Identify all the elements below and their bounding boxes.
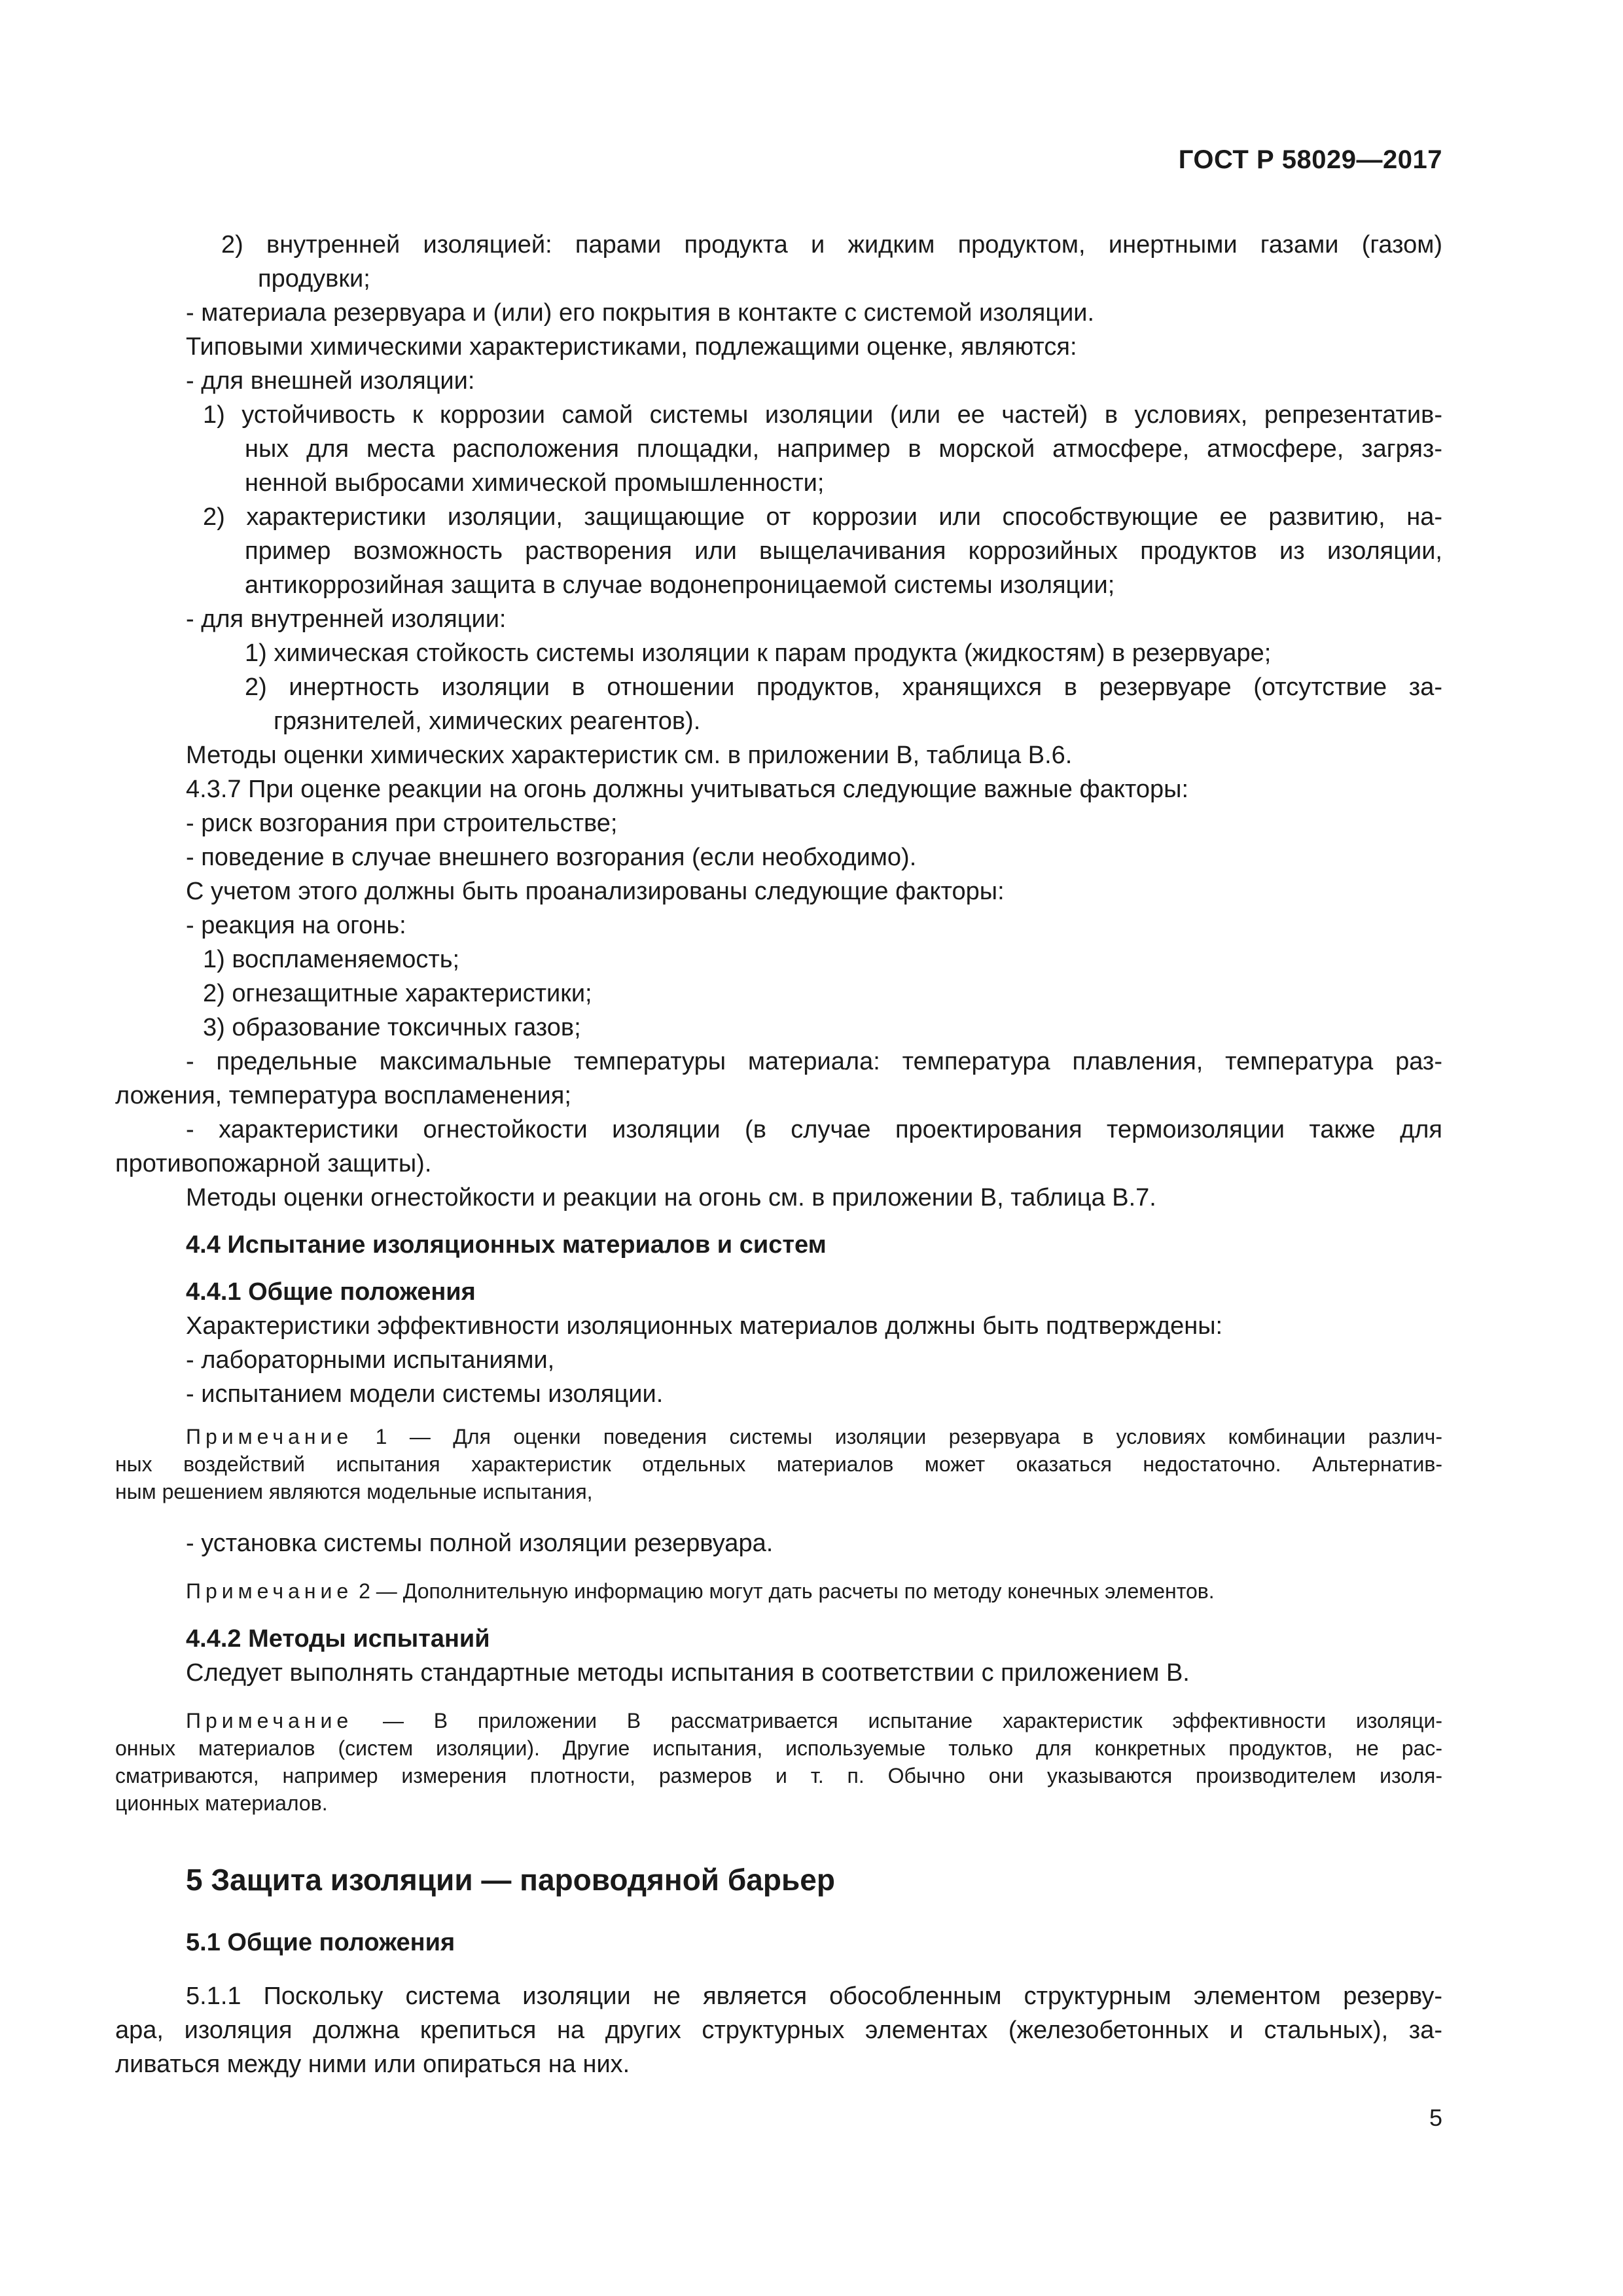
section-heading-4-4: 4.4 Испытание изоляционных материалов и систем	[186, 1231, 827, 1259]
text-line: 3) образование токсичных газов;	[203, 1014, 581, 1041]
text-line: ных для места расположения площадки, например в морской атмосфере, атмосфере, загряз-	[245, 435, 1442, 463]
section-heading-4-4-1: 4.4.1 Общие положения	[186, 1278, 476, 1306]
text-line: 2) характеристики изоляции, защищающие от коррозии или способствующие ее развитию, на-	[203, 503, 1442, 531]
text-line: антикоррозийная защита в случае водонепроницаемой системы изоляции;	[245, 571, 1115, 599]
note-line: ционных материалов.	[115, 1791, 328, 1815]
note-line: Примечание 1 — Для оценки поведения системы изоляции резервуара в условиях комбинации различ-	[186, 1425, 1443, 1448]
note-line: онных материалов (систем изоляции). Другие испытания, используемые только для конкретных продуктов, не рас-	[115, 1736, 1442, 1760]
text-line: 2) инертность изоляции в отношении продуктов, хранящихся в резервуаре (отсутствие за-	[245, 673, 1442, 701]
document-code: ГОСТ Р 58029—2017	[1178, 145, 1442, 174]
text-line: Характеристики эффективности изоляционных материалов должны быть подтверждены:	[186, 1312, 1223, 1340]
text-line: противопожарной защиты).	[115, 1150, 432, 1177]
text-line: пример возможность растворения или выщелачивания коррозийных продуктов из изоляции,	[245, 537, 1442, 565]
text-line: Типовыми химическими характеристиками, подлежащими оценке, являются:	[186, 333, 1077, 361]
text-line: - для внутренней изоляции:	[186, 605, 507, 633]
note-line: ным решением являются модельные испытания,	[115, 1480, 593, 1503]
text-line: - риск возгорания при строительстве;	[186, 810, 618, 837]
section-heading-5-1: 5.1 Общие положения	[186, 1929, 455, 1956]
text-line: ара, изоляция должна крепиться на других структурных элементах (железобетонных и стальных), за-	[115, 2017, 1442, 2044]
text-line: ливаться между ними или опираться на них.	[115, 2051, 630, 2078]
text-line: - предельные максимальные температуры материала: температура плавления, температура раз-	[186, 1048, 1442, 1075]
note-line: ных воздействий испытания характеристик отдельных материалов может оказаться недостаточно. Альтернатив-	[115, 1452, 1442, 1476]
page-number: 5	[1429, 2104, 1442, 2131]
text-line: Следует выполнять стандартные методы испытания в соответствии с приложением В.	[186, 1659, 1190, 1687]
text-line: - испытанием модели системы изоляции.	[186, 1380, 664, 1408]
note-label: Примечание	[186, 1579, 353, 1603]
text-line: 5.1.1 Поскольку система изоляции не является обособленным структурным элементом резерву-	[186, 1982, 1442, 2010]
text-line: 2) огнезащитные характеристики;	[203, 980, 592, 1007]
text-line: Методы оценки химических характеристик см. в приложении В, таблица В.6.	[186, 742, 1073, 769]
text-line: - реакция на огонь:	[186, 912, 406, 939]
section-heading-5: 5 Защита изоляции — пароводяной барьер	[186, 1863, 835, 1897]
text-line: - установка системы полной изоляции резервуара.	[186, 1530, 774, 1557]
note-line: сматриваются, например измерения плотности, размеров и т. п. Обычно они указываются производителем изоля-	[115, 1764, 1442, 1787]
text-line: ложения, температура воспламенения;	[115, 1082, 571, 1109]
text-line: Методы оценки огнестойкости и реакции на огонь см. в приложении В, таблица В.7.	[186, 1184, 1156, 1211]
note-line: Примечание — В приложении В рассматривается испытание характеристик эффективности изоляци-	[186, 1709, 1443, 1732]
note-label: Примечание	[186, 1425, 353, 1448]
text-line: грязнителей, химических реагентов).	[274, 708, 701, 735]
note-line: Примечание 2 — Дополнительную информацию могут дать расчеты по методу конечных элементов.	[186, 1579, 1215, 1603]
text-line: С учетом этого должны быть проанализированы следующие факторы:	[186, 878, 1005, 905]
text-line: 2) внутренней изоляцией: парами продукта и жидким продуктом, инертными газами (газом)	[221, 231, 1442, 259]
text-line: - характеристики огнестойкости изоляции (в случае проектирования термоизоляции также для	[186, 1116, 1442, 1143]
text-line: - лабораторными испытаниями,	[186, 1346, 555, 1374]
text-line: - для внешней изоляции:	[186, 367, 475, 395]
text-line: ненной выбросами химической промышленности;	[245, 469, 825, 497]
text-line: 1) химическая стойкость системы изоляции к парам продукта (жидкостям) в резервуаре;	[245, 639, 1272, 667]
text-line: - материала резервуара и (или) его покрытия в контакте с системой изоляции.	[186, 299, 1095, 327]
text-line: 1) устойчивость к коррозии самой системы изоляции (или ее частей) в условиях, репрезентатив-	[203, 401, 1442, 429]
note-label: Примечание	[186, 1709, 353, 1732]
text-line: - поведение в случае внешнего возгорания (если необходимо).	[186, 844, 917, 871]
text-line: 1) воспламеняемость;	[203, 946, 460, 973]
section-heading-4-4-2: 4.4.2 Методы испытаний	[186, 1625, 490, 1653]
text-line: 4.3.7 При оценке реакции на огонь должны учитываться следующие важные факторы:	[186, 776, 1189, 803]
text-line: продувки;	[258, 265, 370, 293]
